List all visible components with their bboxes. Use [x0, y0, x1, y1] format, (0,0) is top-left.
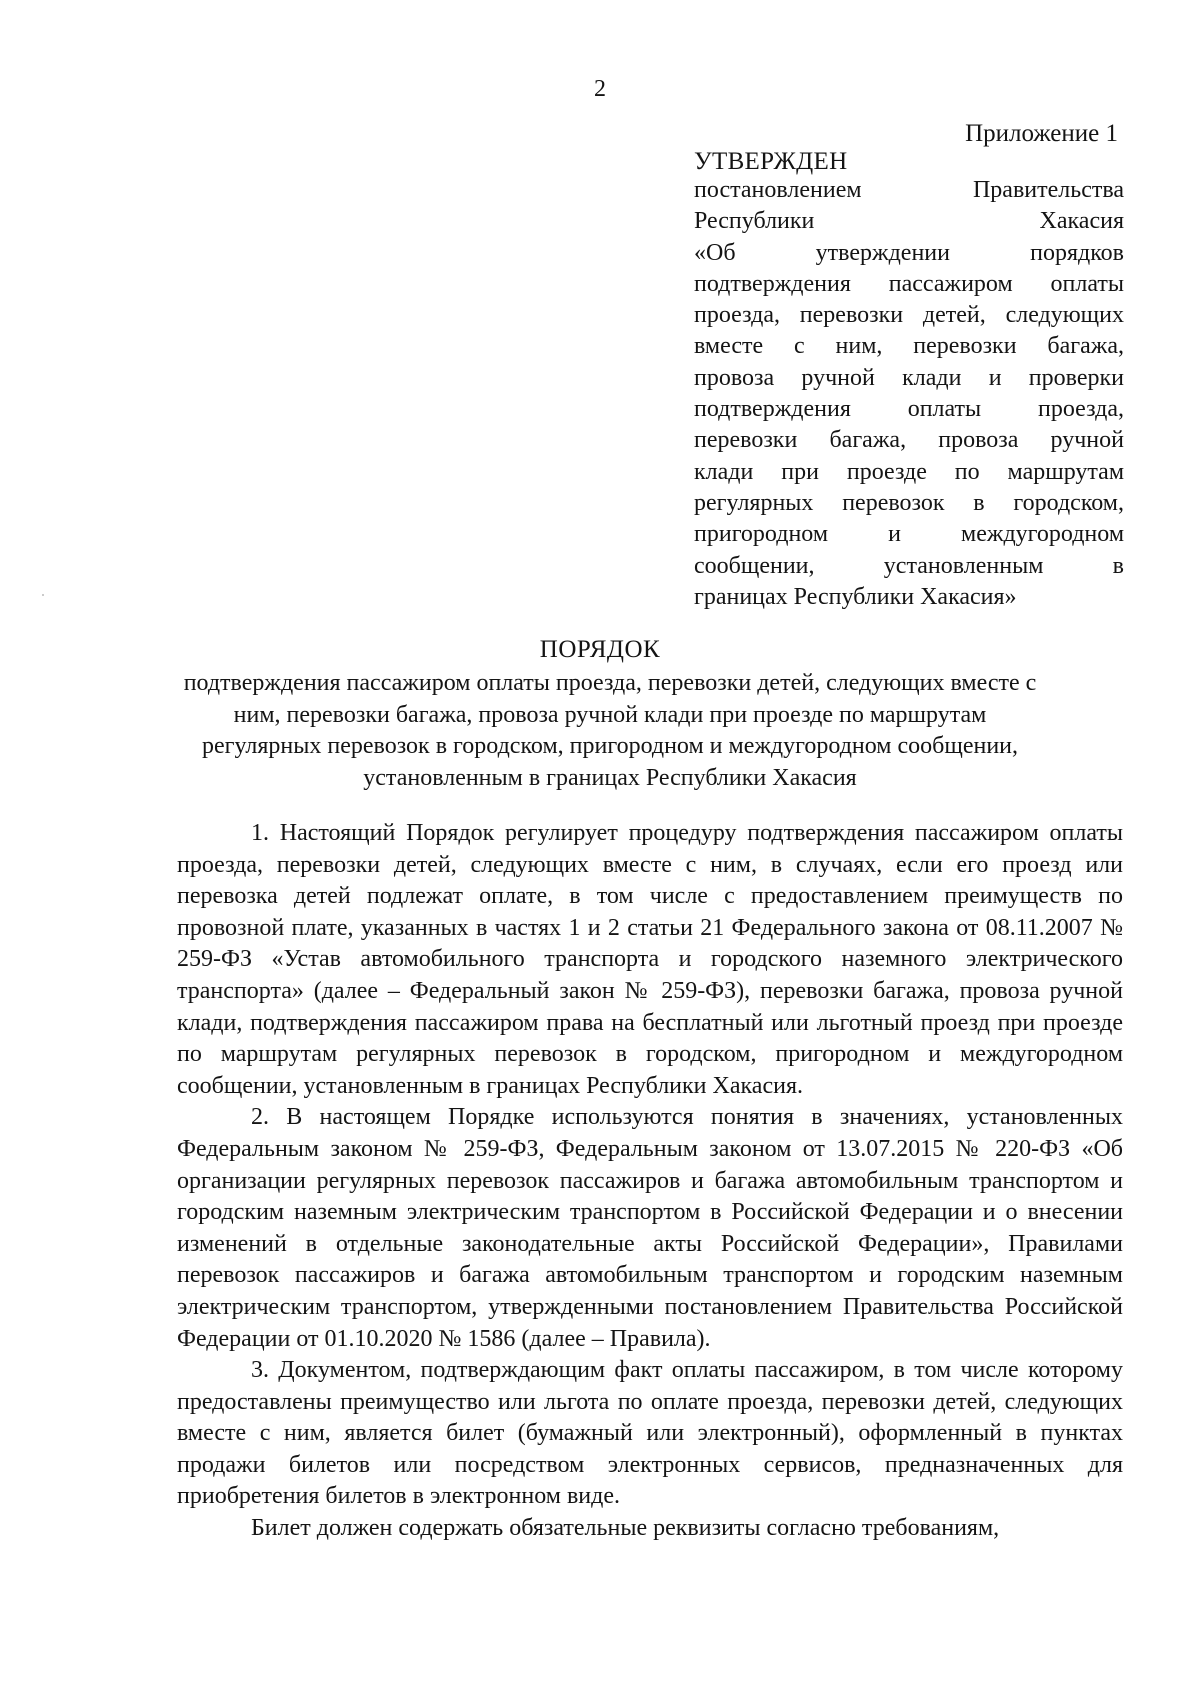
subtitle-line: установленным в границах Республики Хакасия [363, 764, 857, 791]
scan-speck [42, 594, 44, 596]
approval-line: провоза ручной клади и проверки [694, 364, 1124, 391]
paragraph-4: Билет должен содержать обязательные реквизиты согласно требованиям, [251, 1515, 1000, 1542]
approval-line: границах Республики Хакасия» [694, 583, 1017, 610]
approval-line: регулярных перевозок в городском, [694, 489, 1124, 516]
approval-line: клади при проезде по маршрутам [694, 458, 1124, 485]
approval-line: сообщении, установленным в [694, 552, 1124, 579]
document-title: ПОРЯДОК [539, 636, 661, 663]
approval-line: Республики Хакасия [694, 208, 1124, 235]
approval-line: «Об утверждении порядков [694, 239, 1124, 266]
subtitle-line: подтверждения пассажиром оплаты проезда, перевозки детей, следующих вместе с [183, 670, 1037, 696]
approval-line: подтверждения пассажиром оплаты [694, 270, 1124, 297]
page-number: 2 [594, 76, 606, 102]
paragraph-1: 1. Настоящий Порядок регулирует процедуру подтверждения пассажиром оплаты проезда, перевозки детей, следующих вместе с ним, в случаях, если его проезд или перевозка детей подлежат оплате, в том числе с предоставлением преимуществ по провозной плате, указанных в частях 1 и 2 статьи 21 Федерального закона от 08.11.2007 № 259-ФЗ «Устав автомобильного транспорта и городского наземного электрического транспорта» (далее – Федеральный закон № 259-ФЗ), перевозки багажа, провоза ручной клади, подтверждения пассажиром права на бесплатный или льготный проезд при проезде по маршрутам регулярных перевозок в городском, пригородном и междугородном сообщении, установленным в границах Республики Хакасия. [177, 820, 1123, 1099]
approval-title: УТВЕРЖДЕН [694, 148, 848, 175]
approval-text [694, 175, 1124, 613]
document-subtitle [180, 668, 1040, 794]
approval-line: постановлением Правительства [694, 177, 1124, 203]
approval-line: пригородном и междугородном [694, 521, 1124, 548]
subtitle-line: ним, перевозки багажа, провоза ручной клади при проезде по маршрутам [233, 701, 987, 728]
appendix-label: Приложение 1 [965, 120, 1118, 147]
approval-line: проезда, перевозки детей, следующих [694, 302, 1124, 329]
approval-stamp-block [694, 146, 1124, 613]
approval-line: перевозки багажа, провоза ручной [694, 427, 1124, 454]
paragraph-2: 2. В настоящем Порядке используются понятия в значениях, установленных Федеральным законом № 259-ФЗ, Федеральным законом от 13.07.2015 № 220-ФЗ «Об организации регулярных перевозок пассажиров и багажа автомобильным транспортом и городским наземным электрическим транспортом в Российской Федерации и о внесении изменений в отдельные законодательные акты Российской Федерации», Правилами перевозок пассажиров и багажа автомобильным транспортом и городским наземным электрическим транспортом, утвержденными постановлением Правительства Российской Федерации от 01.10.2020 № 1586 (далее – Правила). [177, 1104, 1123, 1352]
paragraph-3: 3. Документом, подтверждающим факт оплаты пассажиром, в том числе которому предоставлены преимущество или льгота по оплате проезда, перевозки детей, следующих вместе с ним, является билет (бумажный или электронный), оформленный в пунктах продажи билетов или посредством электронных сервисов, предназначенных для приобретения билетов в электронном виде. [177, 1357, 1123, 1510]
approval-line: подтверждения оплаты проезда, [694, 396, 1124, 423]
subtitle-line: регулярных перевозок в городском, пригородном и междугородном сообщении, [201, 733, 1019, 759]
approval-line: вместе с ним, перевозки багажа, [694, 333, 1124, 360]
document-body [177, 818, 1123, 1545]
